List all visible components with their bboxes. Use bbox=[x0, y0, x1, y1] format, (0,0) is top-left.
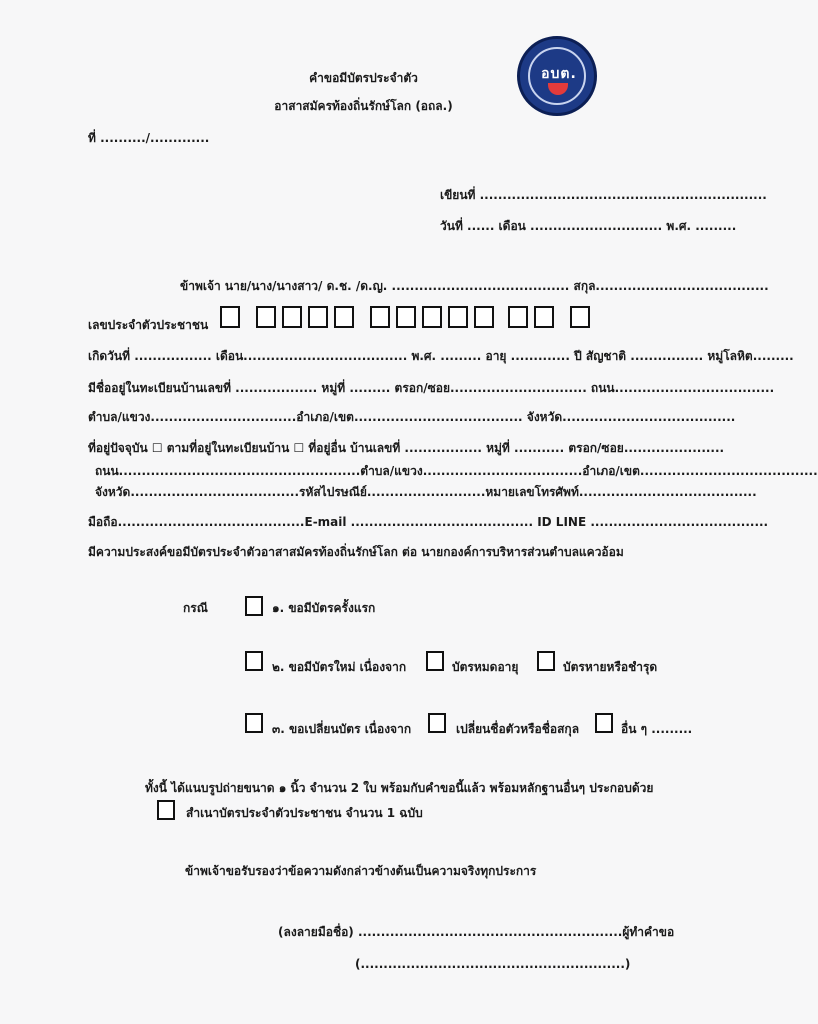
card-lost-label: บัตรหายหรือชำรุด bbox=[563, 660, 658, 674]
case-label: กรณี bbox=[183, 601, 208, 615]
id-digit-box[interactable] bbox=[474, 306, 494, 328]
date-field[interactable]: วันที่ ...... เดือน ............................. พ.ศ. ......... bbox=[440, 219, 737, 233]
purpose-statement: มีความประสงค์ขอมีบัตรประจำตัวอาสาสมัครท้องถิ่นรักษ์โลก ต่อ นายกองค์การบริหารส่วนตำบลแควอ้อม bbox=[88, 545, 624, 559]
id-digit-box[interactable] bbox=[370, 306, 390, 328]
id-digit-box[interactable] bbox=[534, 306, 554, 328]
current-address-field[interactable]: ที่อยู่ปัจจุบัน ☐ ตามที่อยู่ในทะเบียนบ้าน ☐ ที่อยู่อื่น บ้านเลขที่ ................. หมู่ที่ ........... ตรอก/ซอย...................... bbox=[88, 441, 725, 455]
id-digit-box[interactable] bbox=[570, 306, 590, 328]
id-digit-box[interactable] bbox=[422, 306, 442, 328]
national-id-label: เลขประจำตัวประชาชน bbox=[88, 318, 209, 332]
other-reason-label: อื่น ๆ ......... bbox=[621, 722, 693, 736]
id-copy-label: สำเนาบัตรประจำตัวประชาชน จำนวน 1 ฉบับ bbox=[186, 806, 423, 820]
case2-label: ๒. ขอมีบัตรใหม่ เนื่องจาก bbox=[272, 660, 407, 674]
id-digit-box[interactable] bbox=[508, 306, 528, 328]
id-copy-checkbox[interactable] bbox=[157, 800, 175, 820]
seal-logo-text: อบต. bbox=[541, 66, 577, 82]
road-field[interactable]: ถนน.....................................................ตำบล/แขวง...................................อำเภอ/เขต....................................... bbox=[95, 464, 818, 478]
id-digit-box[interactable] bbox=[334, 306, 354, 328]
case3-label: ๓. ขอเปลี่ยนบัตร เนื่องจาก bbox=[272, 722, 412, 736]
card-lost-checkbox[interactable] bbox=[537, 651, 555, 671]
id-digit-box[interactable] bbox=[220, 306, 240, 328]
card-expired-checkbox[interactable] bbox=[426, 651, 444, 671]
form-subtitle: อาสาสมัครท้องถิ่นรักษ์โลก (อถล.) bbox=[274, 99, 453, 113]
name-change-checkbox[interactable] bbox=[428, 713, 446, 733]
other-reason-checkbox[interactable] bbox=[595, 713, 613, 733]
document-number: ที่ ........../............. bbox=[88, 131, 210, 145]
signer-name-field[interactable]: (..........................................................) bbox=[355, 957, 631, 971]
id-digit-box[interactable] bbox=[256, 306, 276, 328]
applicant-name-field[interactable]: ข้าพเจ้า นาย/นาง/นางสาว/ ด.ช. /ด.ญ. ....................................... สกุล...................................... bbox=[180, 279, 769, 293]
subdistrict-district-field[interactable]: ตำบล/แขวง................................อำเภอ/เขต..................................... จังหวัด...................................... bbox=[88, 410, 736, 424]
case1-label: ๑. ขอมีบัตรครั้งแรก bbox=[272, 601, 376, 615]
certification-statement: ข้าพเจ้าขอรับรองว่าข้อความดังกล่าวข้างต้นเป็นความจริงทุกประการ bbox=[185, 864, 537, 878]
id-digit-box[interactable] bbox=[282, 306, 302, 328]
attachment-statement: ทั้งนี้ ได้แนบรูปถ่ายขนาด ๑ นิ้ว จำนวน 2 ใบ พร้อมกับคำขอนี้แล้ว พร้อมหลักฐานอื่นๆ ประกอบด้วย bbox=[145, 781, 654, 795]
signature-field[interactable]: (ลงลายมือชื่อ) ..........................................................ผู้ทำคำขอ bbox=[278, 925, 675, 939]
case3-checkbox[interactable] bbox=[245, 713, 263, 733]
case2-checkbox[interactable] bbox=[245, 651, 263, 671]
written-at-field[interactable]: เขียนที่ ............................................................... bbox=[440, 188, 767, 202]
id-digit-box[interactable] bbox=[308, 306, 328, 328]
card-expired-label: บัตรหมดอายุ bbox=[452, 660, 519, 674]
id-digit-box[interactable] bbox=[448, 306, 468, 328]
contact-field[interactable]: มือถือ.........................................E-mail ........................................ ID LINE ....................................... bbox=[88, 515, 769, 529]
province-postcode-phone-field[interactable]: จังหวัด.....................................รหัสไปรษณีย์..........................หมายเลขโทรศัพท์....................................... bbox=[95, 485, 757, 499]
name-change-label: เปลี่ยนชื่อตัวหรือชื่อสกุล bbox=[456, 722, 580, 736]
case1-checkbox[interactable] bbox=[245, 596, 263, 616]
birth-info-field[interactable]: เกิดวันที่ ................. เดือน.................................... พ.ศ. ......... อายุ ............. ปี สัญชาติ ................ หมู่โลหิต......... bbox=[88, 349, 794, 363]
registered-address-field[interactable]: มีชื่ออยู่ในทะเบียนบ้านเลขที่ .................. หมู่ที่ ......... ตรอก/ซอย.............................. ถนน................................... bbox=[88, 381, 775, 395]
id-digit-box[interactable] bbox=[396, 306, 416, 328]
form-title: คำขอมีบัตรประจำตัว bbox=[309, 71, 418, 85]
